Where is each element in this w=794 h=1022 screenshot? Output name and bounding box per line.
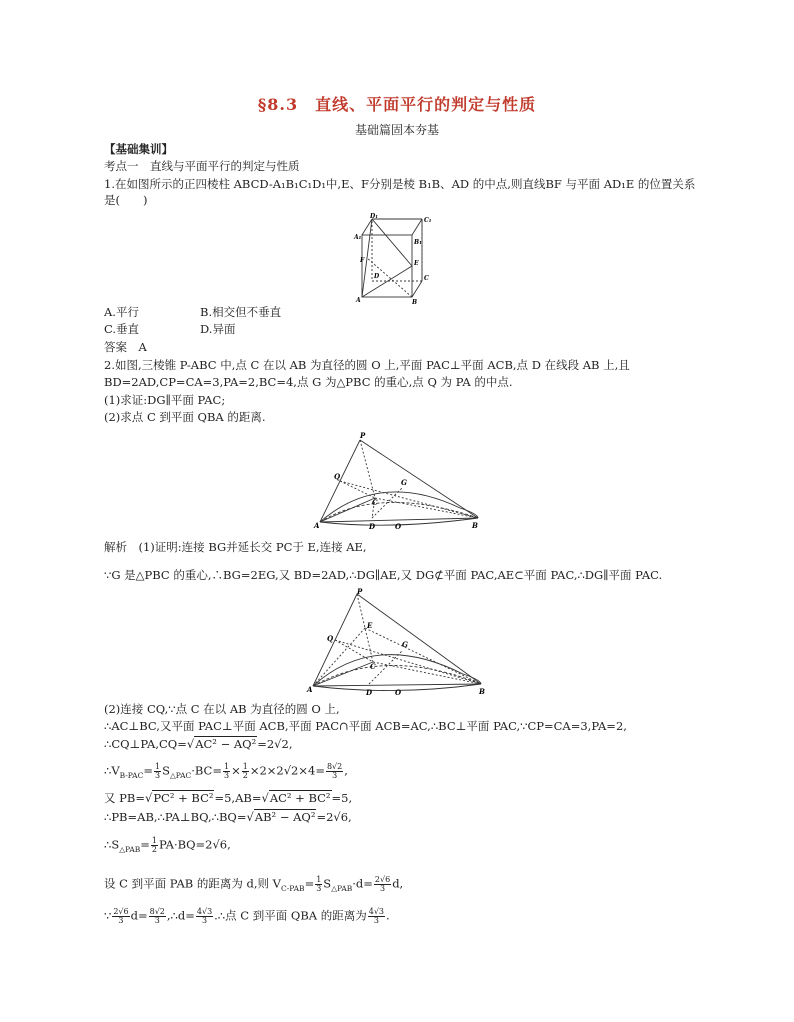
f1-label-P: P [360, 431, 366, 440]
s2-line5: 又 PB=√PC² + BC²=5,AB=√AC² + BC²=5, [104, 791, 353, 805]
label-F: F [360, 257, 365, 264]
label-C: C [424, 275, 429, 282]
s2-line8: 设 C 到平面 PAB 的距离为 d,则 $V_{C-PAB}=$ $\frac{1}{3}$ $S_{\triangle PAB}\cdot d=$ $\frac{2√6}{3}$ d, [104, 875, 404, 893]
label-A: A [356, 297, 361, 304]
s2-line4: $\therefore V_{B-PAC}=$ $\frac{1}{3}$ $S_{\triangle PAC}\cdot BC=$ $\frac{1}{3}$ × $\frac{1}{2}$ ×2×2√2×4= $\frac{8√2}{3}$ , [104, 762, 348, 780]
q2-solution-head: 解析 (1)证明:连接 BG并延长交 PC于 E,连接 AE, [104, 540, 367, 554]
q2-solution-line2: ∵G 是△PBC 的重心,∴BG=2EG,又 BD=2AD,∴DG∥AE,又 DG⊄平面 PAC,AE⊂平面 PAC,∴DG∥平面 PAC. [104, 568, 663, 582]
f1-label-G: G [401, 478, 407, 487]
q1-answer: 答案 A [104, 340, 147, 354]
f2-label-C: C [370, 662, 376, 671]
label-C1: C₁ [424, 217, 432, 224]
f1-label-B: B [472, 521, 478, 530]
q1-stem-line1: 1.在如图所示的正四棱柱 ABCD-A₁B₁C₁D₁中,E、F分别是棱 B₁B、AD 的中点,则直线BF 与平面 AD₁E 的位置关系 [104, 177, 696, 191]
label-D: D [374, 273, 380, 280]
label-B: B [412, 299, 418, 306]
f1-label-A: A [314, 521, 320, 530]
f2-label-G: G [402, 640, 408, 649]
q1-stem-line2: 是( ) [104, 193, 148, 207]
prism-figure [350, 210, 450, 306]
f2-label-Q: Q [327, 634, 334, 643]
s2-line7: $\therefore S_{\triangle PAB}=$ $\frac{1}{2}$ PA·BQ=2√6, [104, 836, 231, 854]
q2-stem-line2: BD=2AD,CP=CA=3,PA=2,BC=4,点 G 为△PBC 的重心,点 Q 为 PA 的中点. [104, 375, 513, 389]
f2-label-A: A [307, 685, 313, 694]
pyramid-figure-2 [305, 588, 491, 700]
q2-part1: (1)求证:DG∥平面 PAC; [104, 393, 226, 407]
q1-option-b: B.相交但不垂直 [200, 305, 282, 319]
q1-option-d: D.异面 [200, 322, 236, 336]
s2-line3: ∴CQ⊥PA,CQ=√AC² − AQ²=2√2, [104, 737, 293, 751]
label-B1: B₁ [414, 239, 422, 246]
q2-stem-line1: 2.如图,三棱锥 P-ABC 中,点 C 在以 AB 为直径的圆 O 上,平面 PAC⊥平面 ACB,点 D 在线段 AB 上,且 [104, 358, 630, 372]
f1-label-Q: Q [334, 472, 341, 481]
page-title: §8.3 直线、平面平行的判定与性质 [257, 95, 537, 114]
label-D1: D₁ [370, 213, 378, 220]
f2-label-E: E [367, 621, 373, 630]
s2-line9: ∵ $\frac{2√6}{3}$ d= $\frac{8√2}{3}$ ,∴d= $\frac{4√3}{3}$ .∴点 C 到平面 QBA 的距离为 $\frac{4√3}{3}$ . [104, 907, 390, 925]
pyramid-figure-1 [310, 430, 490, 535]
topic-heading: 考点一 直线与平面平行的判定与性质 [104, 159, 300, 173]
q2-part2: (2)求点 C 到平面 QBA 的距离. [104, 410, 266, 424]
page-subtitle: 基础篇固本夯基 [354, 123, 439, 137]
f2-label-P: P [357, 587, 363, 596]
f2-label-B: B [479, 687, 485, 696]
f1-label-O: O [395, 522, 402, 531]
s2-line1: (2)连接 CQ,∵点 C 在以 AB 为直径的圆 O 上, [104, 702, 340, 716]
q1-option-c: C.垂直 [104, 322, 140, 336]
label-E: E [414, 260, 419, 267]
s2-line2: ∴AC⊥BC,又平面 PAC⊥平面 ACB,平面 PAC∩平面 ACB=AC,∴BC⊥平面 PAC,∵CP=CA=3,PA=2, [104, 719, 627, 733]
label-A1: A₁ [354, 234, 362, 241]
s2-line6: ∴PB=AB,∴PA⊥BQ,∴BQ=√AB² − AQ²=2√6, [104, 810, 352, 824]
section-label: 【基础集训】 [104, 142, 173, 156]
f1-label-C: C [372, 498, 378, 507]
q1-option-a: A.平行 [104, 305, 139, 319]
f2-label-O: O [395, 688, 402, 697]
f2-label-D: D [366, 688, 373, 697]
f1-label-D: D [369, 522, 376, 531]
